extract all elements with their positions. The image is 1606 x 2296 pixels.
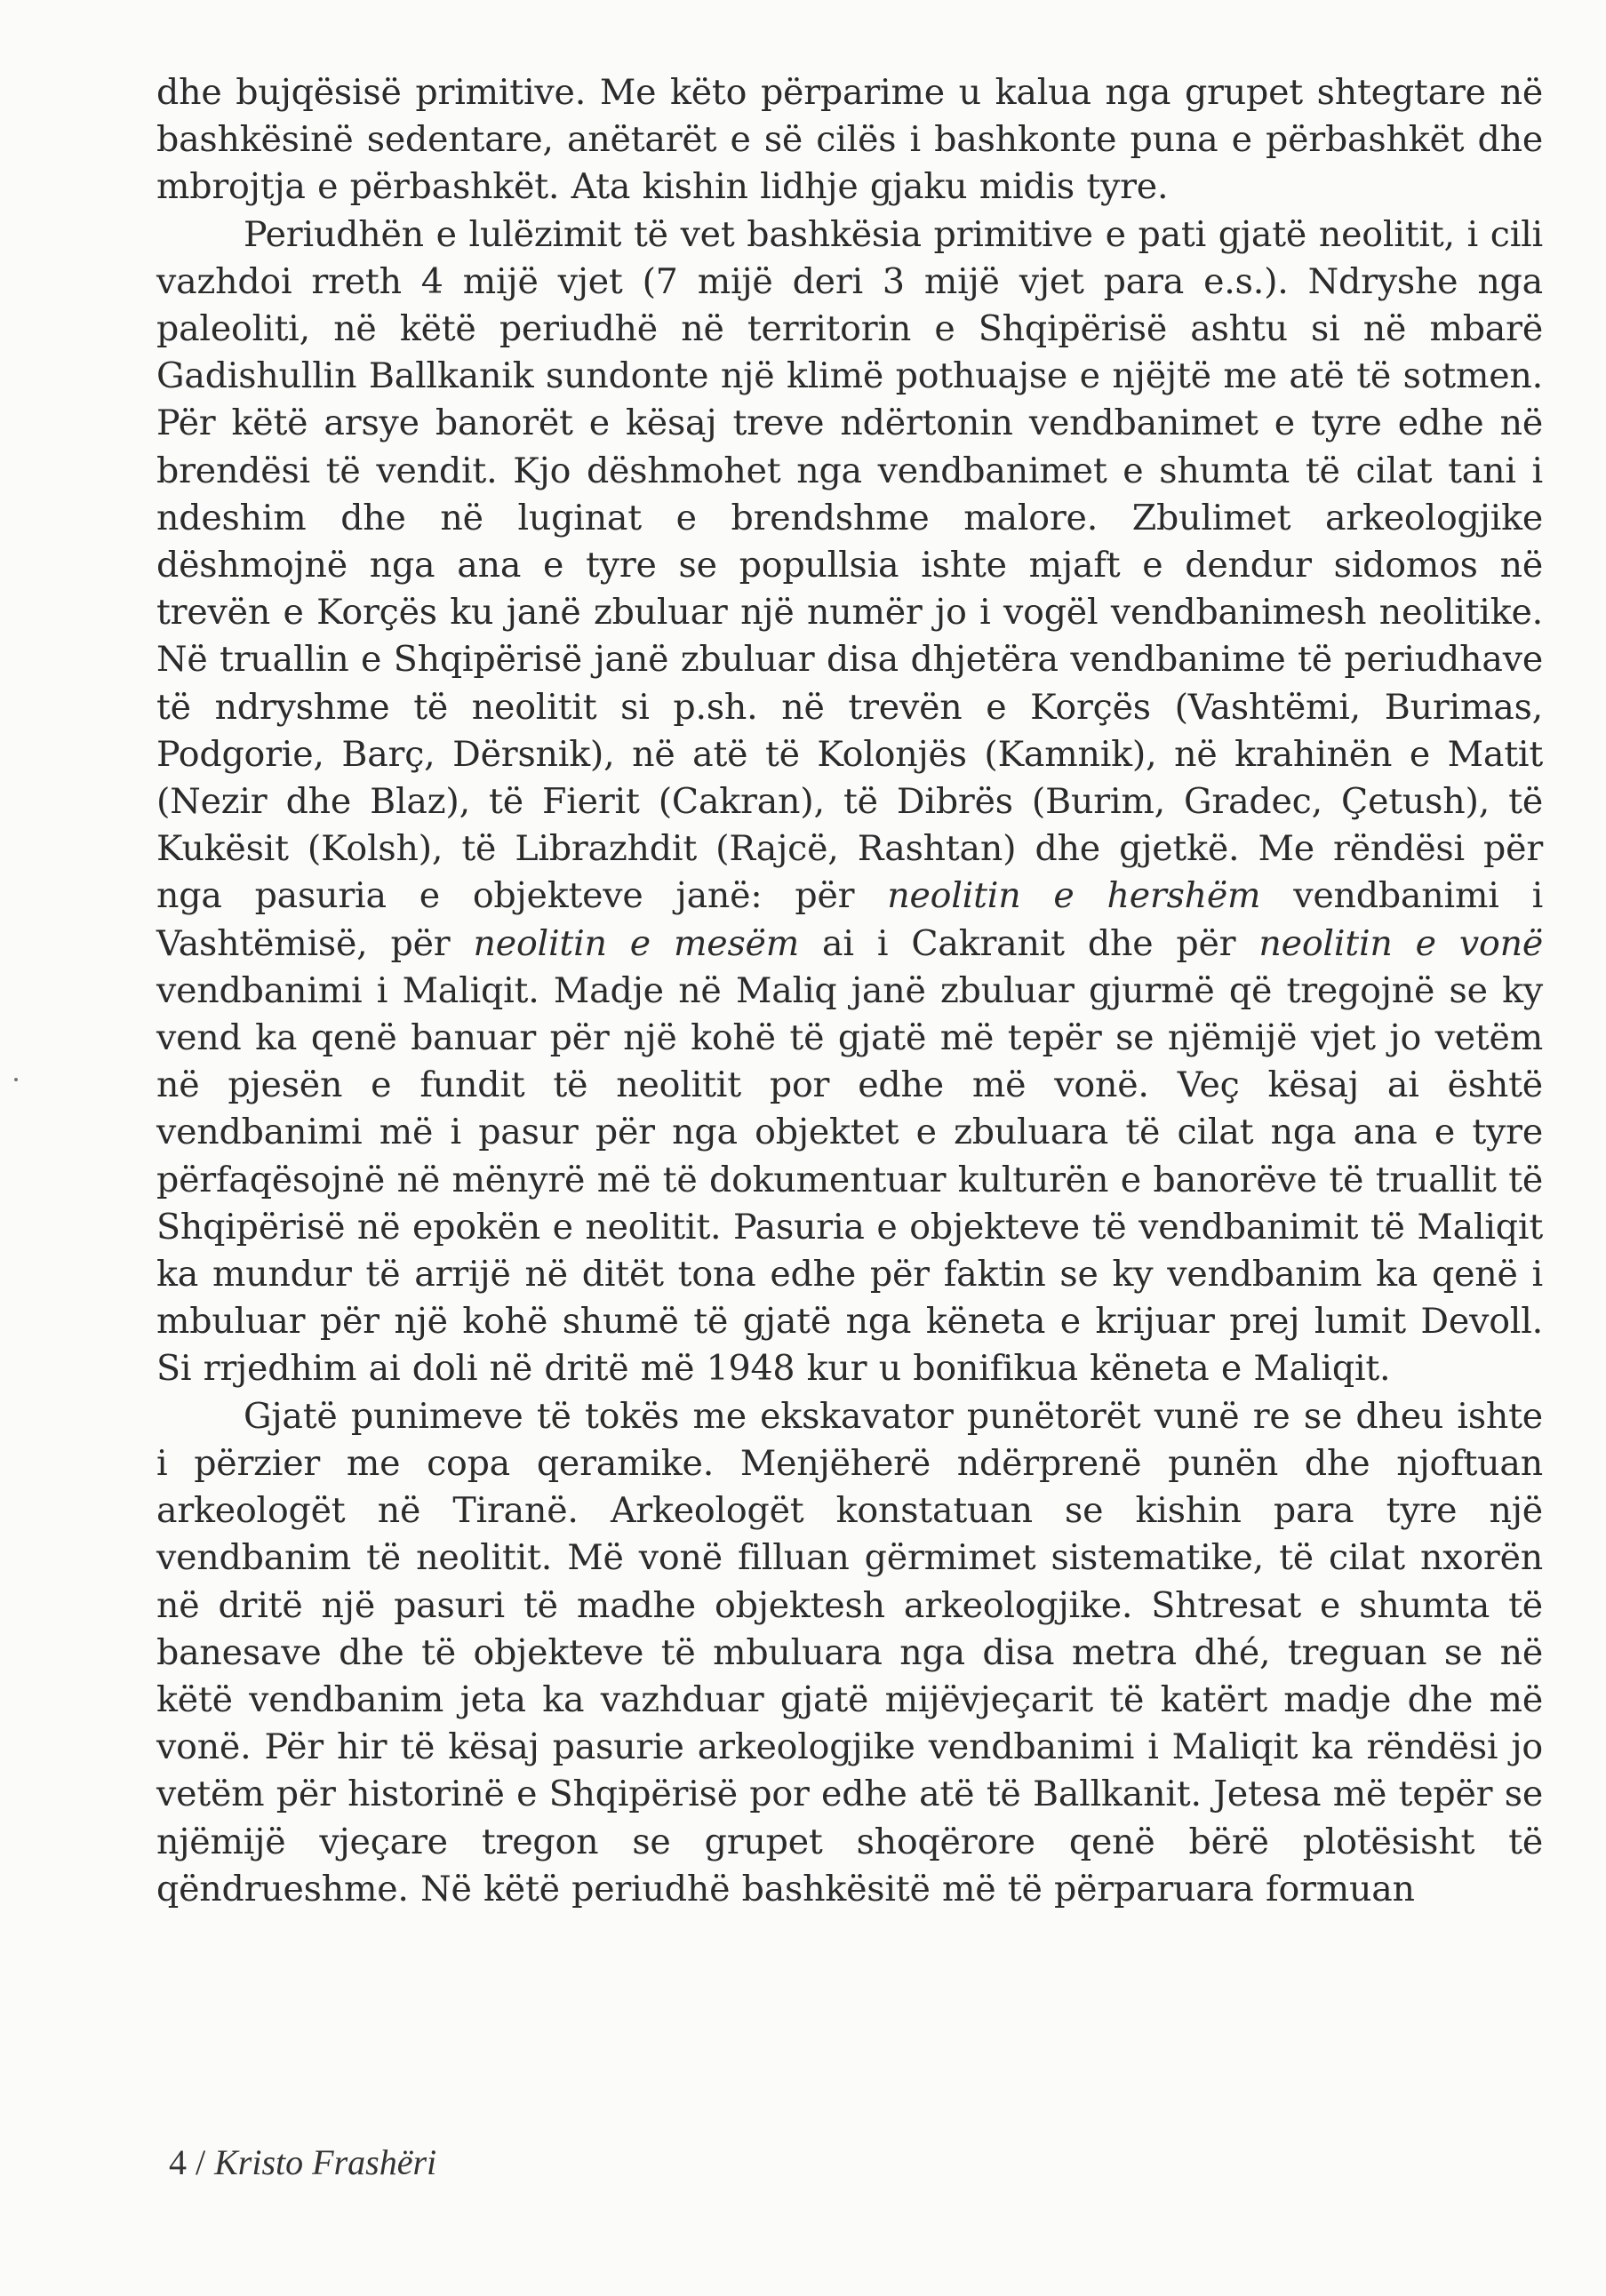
text-run: Gjatë punimeve të tokës me ekskavator punëtorët vunë re se dheu ishte i përzier me copa qeramike. Menjëherë ndërprenë punën dhe njoftuan arkeologët në Tiranë. Arkeologët konstatuan se kishin para tyre një vendbanim të neolitit. Më vonë filluan gërmimet sistematike, të cilat nxorën në dritë një pasuri të madhe objektesh arkeologjike. Shtresat e shumta të banesave dhe të objekteve të mbuluara nga disa metra dhé, treguan se në këtë vendbanim jeta ka vazhduar gjatë mijëvjeçarit të katërt madje dhe më vonë. Për hir të kësaj pasurie arkeologjike vendbanimi i Maliqit ka rëndësi jo vetëm për historinë e Shqipërisë por edhe atë të Ballkanit. Jetesa më tepër se njëmijë vjeçare tregon se grupet shoqërore qenë bërë plotësisht të qëndrueshme. Në këtë periudhë bashkësitë më të përparuara formuan xyxy=(156,1395,1543,1909)
scan-speck xyxy=(14,1078,18,1081)
emphasized-term: neolitin e vonë xyxy=(1258,922,1544,964)
text-run: dhe bujqësisë primitive. Me këto përparime u kalua nga grupet shtegtare në bashkësinë sedentare, anëtarët e së cilës i bashkonte puna e përbashkët dhe mbrojtja e përbashkët. Ata kishin lidhje gjaku midis tyre. xyxy=(156,72,1543,208)
body-text xyxy=(156,69,1543,1913)
emphasized-term: neolitin e mesëm xyxy=(473,922,799,964)
text-run: vendbanimi i Vashtëmisë, për xyxy=(156,875,1544,964)
text-run: ai i Cakranit dhe për xyxy=(798,922,1259,964)
footer-separator: / xyxy=(196,2142,206,2182)
emphasized-term: neolitin e hershëm xyxy=(887,875,1261,917)
paragraph xyxy=(156,211,1543,1393)
text-run: Periudhën e lulëzimit të vet bashkësia primitive e pati gjatë neolitit, i cili vazhdoi rreth 4 mijë vjet (7 mijë deri 3 mijë vjet para e.s.). Ndryshe nga paleoliti, në këtë periudhë në territorin e Shqipërisë ashtu si në mbarë Gadishullin Ballkanik sundonte një klimë pothuajse e njëjtë me atë të sotmen. Për këtë arsye banorët e kësaj treve ndërtonin vendbanimet e tyre edhe në brendësi të vendit. Kjo dëshmohet nga vendbanimet e shumta të cilat tani i ndeshim dhe në luginat e brendshme malore. Zbulimet arkeologjike dëshmojnë nga ana e tyre se popullsia ishte mjaft e dendur sidomos në trevën e Korçës ku janë zbuluar një numër jo i vogël vendbanimesh neolitike. Në truallin e Shqipërisë janë zbuluar disa dhjetëra vendbanime të periudhave të ndryshme të neolitit si p.sh. në trevën e Korçës (Vashtëmi, Burimas, Podgorie, Barç, Dërsnik), në atë të Kolonjës (Kamnik), në krahinën e Matit (Nezir dhe Blaz), të Fierit (Cakran), të Dibrës (Burim, Gradec, Çetush), të Kukësit (Kolsh), të Librazhdit (Rajcë, Rashtan) dhe gjetkë. Me rëndësi për nga pasuria e objekteve janë: për xyxy=(156,213,1543,917)
page-number: 4 xyxy=(169,2142,187,2182)
text-run: vendbanimi i Maliqit. Madje në Maliq janë zbuluar gjurmë që tregojnë se ky vend ka qenë banuar për një kohë të gjatë më tepër se njëmijë vjet jo vetëm në pjesën e fundit të neolitit por edhe më vonë. Veç kësaj ai është vendbanimi më i pasur për nga objektet e zbuluara të cilat nga ana e tyre përfaqësojnë në mënyrë më të dokumentuar kulturën e banorëve të truallit të Shqipërisë në epokën e neolitit. Pasuria e objekteve të vendbanimit të Maliqit ka mundur të arrijë në ditët tona edhe për faktin se ky vendbanim ka qenë i mbuluar për një kohë shumë të gjatë nga këneta e krijuar prej lumit Devoll. Si rrjedhim ai doli në dritë më 1948 kur u bonifikua këneta e Maliqit. xyxy=(156,969,1543,1390)
author-name: Kristo Frashëri xyxy=(214,2142,437,2182)
page-footer xyxy=(169,2141,436,2183)
paragraph xyxy=(156,69,1543,211)
paragraph xyxy=(156,1393,1543,1913)
